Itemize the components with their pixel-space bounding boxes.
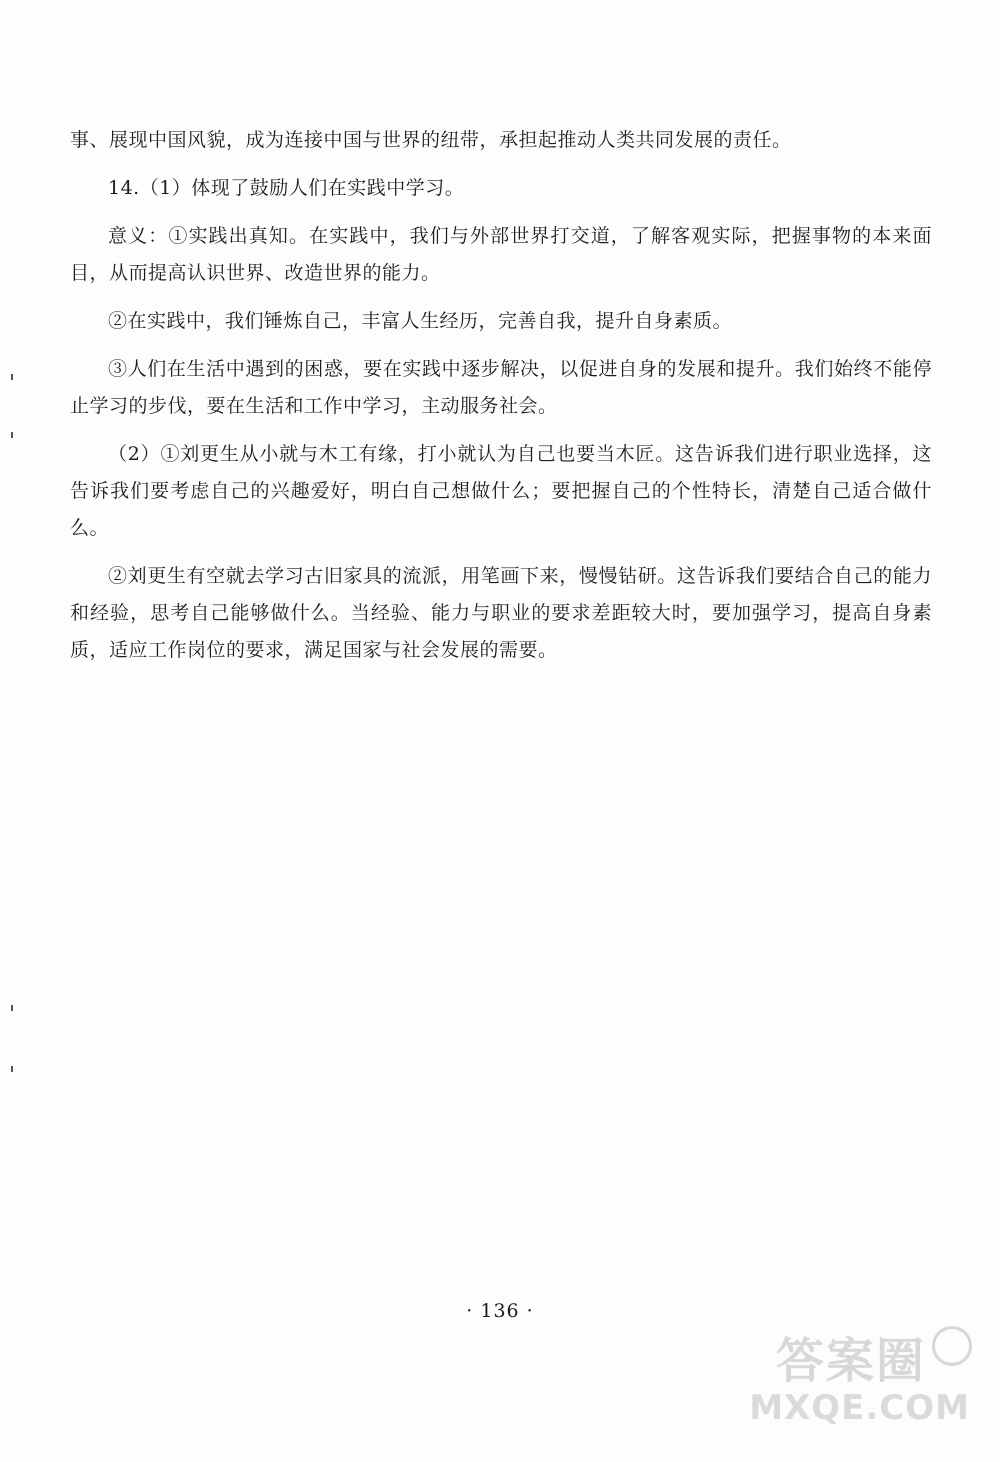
binding-mark bbox=[11, 374, 13, 380]
watermark-logo-text: 答案圈 bbox=[775, 1333, 926, 1389]
paragraph-meaning-point-2: ②在实践中，我们锤炼自己，丰富人生经历，完善自我，提升自身素质。 bbox=[108, 310, 733, 332]
watermark-url: MXQE.COM bbox=[749, 1388, 970, 1428]
binding-mark bbox=[11, 1005, 13, 1011]
paragraph-meaning-point-1: 意义：①实践出真知。在实践中，我们与外部世界打交道，了解客观实际，把握事物的本来面目，从而提高认识世界、改造世界的能力。 bbox=[70, 225, 932, 284]
paragraph-question-14-part-2-point-2: ②刘更生有空就去学习古旧家具的流派，用笔画下来，慢慢钻研。这告诉我们要结合自己的能力和经验，思考自己能够做什么。当经验、能力与职业的要求差距较大时，要加强学习，提高自身素质，适应工作岗位的要求，满足国家与社会发展的需要。 bbox=[70, 565, 932, 661]
watermark-logo-icon bbox=[932, 1326, 972, 1366]
paragraph-continuation: 事、展现中国风貌，成为连接中国与世界的纽带，承担起推动人类共同发展的责任。 bbox=[70, 129, 792, 151]
binding-mark bbox=[11, 1066, 13, 1072]
paragraph-meaning-point-3: ③人们在生活中遇到的困惑，要在实践中逐步解决，以促进自身的发展和提升。我们始终不能停止学习的步伐，要在生活和工作中学习，主动服务社会。 bbox=[70, 358, 932, 417]
answer-text-body bbox=[70, 122, 932, 680]
binding-mark bbox=[11, 432, 13, 438]
site-watermark bbox=[702, 1322, 972, 1442]
paragraph-question-14-part-2-point-1: （2）①刘更生从小就与木工有缘，打小就认为自己也要当木匠。这告诉我们进行职业选择，这告诉我们要考虑自己的兴趣爱好，明白自己想做什么；要把握自己的个性特长，清楚自己适合做什么。 bbox=[70, 443, 932, 539]
page-number: · 136 · bbox=[466, 1300, 534, 1322]
paragraph-question-14-part-1: 14.（1）体现了鼓励人们在实践中学习。 bbox=[108, 177, 465, 199]
